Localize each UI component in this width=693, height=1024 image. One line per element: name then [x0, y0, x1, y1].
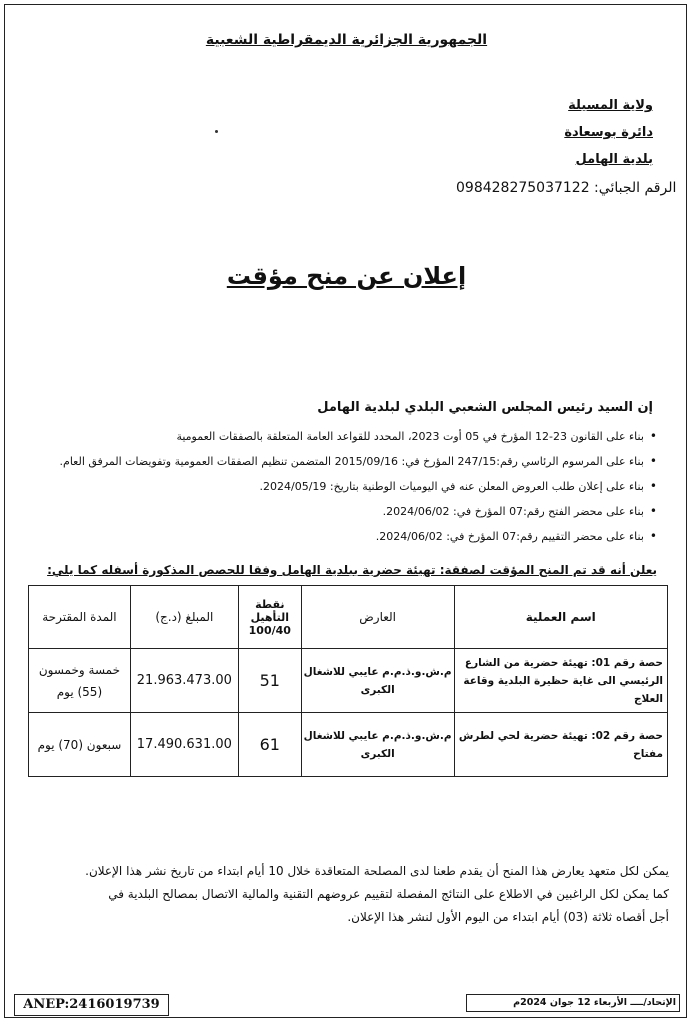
legal-basis-item: • بناء على محضر الفتح رقم:07 المؤرخ في: 2024/06/02. [17, 499, 657, 524]
legal-basis-item: • بناء على المرسوم الرئاسي رقم:247/15 المؤرخ في: 2015/09/16 المتضمن تنظيم الصفقات العمومية وتفويضات المرفق العام. [17, 449, 657, 474]
award-table [28, 585, 668, 777]
table-header-row [29, 586, 668, 649]
intro-line: إن السيد رئيس المجلس الشعبي البلدي لبلدية الهامل [317, 400, 653, 415]
amount-cell: 21.963.473.00 [130, 649, 238, 713]
daira-label: دائرة بوسعادة [564, 125, 653, 140]
header-operation: اسم العملية [454, 586, 667, 649]
legal-bases-list [17, 424, 657, 549]
closing-line: كما يمكن لكل الراغبين في الاطلاع على النتائج المفصلة لتقييم عروضهم التقنية والمالية الاتصال بمصالح البلدية في [108, 887, 669, 901]
table-row [29, 713, 668, 777]
closing-line: أجل أقصاه ثلاثة (03) أيام ابتداء من اليوم الأول لنشر هذا الإعلان. [347, 910, 669, 924]
publication-footer: الإتحاد/ــــ الأربعاء 12 جوان 2024م [466, 994, 680, 1012]
closing-line: يمكن لكل متعهد يعارض هذا المنح أن يقدم طعنا لدى المصلحة المتعاقدة خلال 10 أيام ابتداء من تاريخ نشر هذا الإعلان. [85, 864, 669, 878]
header-bidder: العارض [301, 586, 454, 649]
operation-cell: حصة رقم 01: تهيئة حضرية من الشارع الرئيسي الى غاية حظيرة البلدية وقاعة العلاج [454, 649, 667, 713]
operation-cell: حصة رقم 02: تهيئة حضرية لحي لطرش مفتاح [454, 713, 667, 777]
anep-reference: ANEP:2416019739 [14, 994, 169, 1016]
table-row [29, 649, 668, 713]
document-title: إعلان عن منح مؤقت [226, 262, 467, 290]
duration-cell: سبعون (70) يوم [29, 713, 131, 777]
score-cell: 61 [238, 713, 301, 777]
bidder-cell: م.ش.و.ذ.م.م عايبي للاشغال الكبرى [301, 713, 454, 777]
award-announcement: يعلن أنه قد تم المنح المؤقت لصفقة: تهيئة حضرية ببلدية الهامل وفقا للحصص المذكورة أسفله كما يلي: [47, 563, 657, 577]
legal-basis-item: • بناء على إعلان طلب العروض المعلن عنه في اليوميات الوطنية بتاريخ: 2024/05/19. [17, 474, 657, 499]
commune-label: بلدية الهامل [575, 152, 653, 167]
administrative-block [393, 92, 653, 173]
country-heading: الجمهورية الجزائرية الديمقراطية الشعبية [205, 32, 488, 48]
closing-paragraph [24, 860, 669, 929]
legal-basis-item: • بناء على محضر التقييم رقم:07 المؤرخ في: 2024/06/02. [17, 524, 657, 549]
header-duration: المدة المقترحة [29, 586, 131, 649]
duration-cell: خمسة وخمسون (55) يوم [29, 649, 131, 713]
header-score: نقطة التأهيل 100/40 [238, 586, 301, 649]
header-amount: المبلغ (د.ج) [130, 586, 238, 649]
legal-basis-item: • بناء على القانون 23-12 المؤرخ في 05 أوت 2023، المحدد للقواعد العامة المتعلقة بالصفقات العمومية [17, 424, 657, 449]
bidder-cell: م.ش.و.ذ.م.م عايبي للاشغال الكبرى [301, 649, 454, 713]
wilaya-label: ولاية المسيلة [568, 98, 653, 113]
tax-id: الرقم الجبائي: 098428275037122 [456, 180, 677, 196]
amount-cell: 17.490.631.00 [130, 713, 238, 777]
scan-speck [215, 130, 218, 133]
score-cell: 51 [238, 649, 301, 713]
